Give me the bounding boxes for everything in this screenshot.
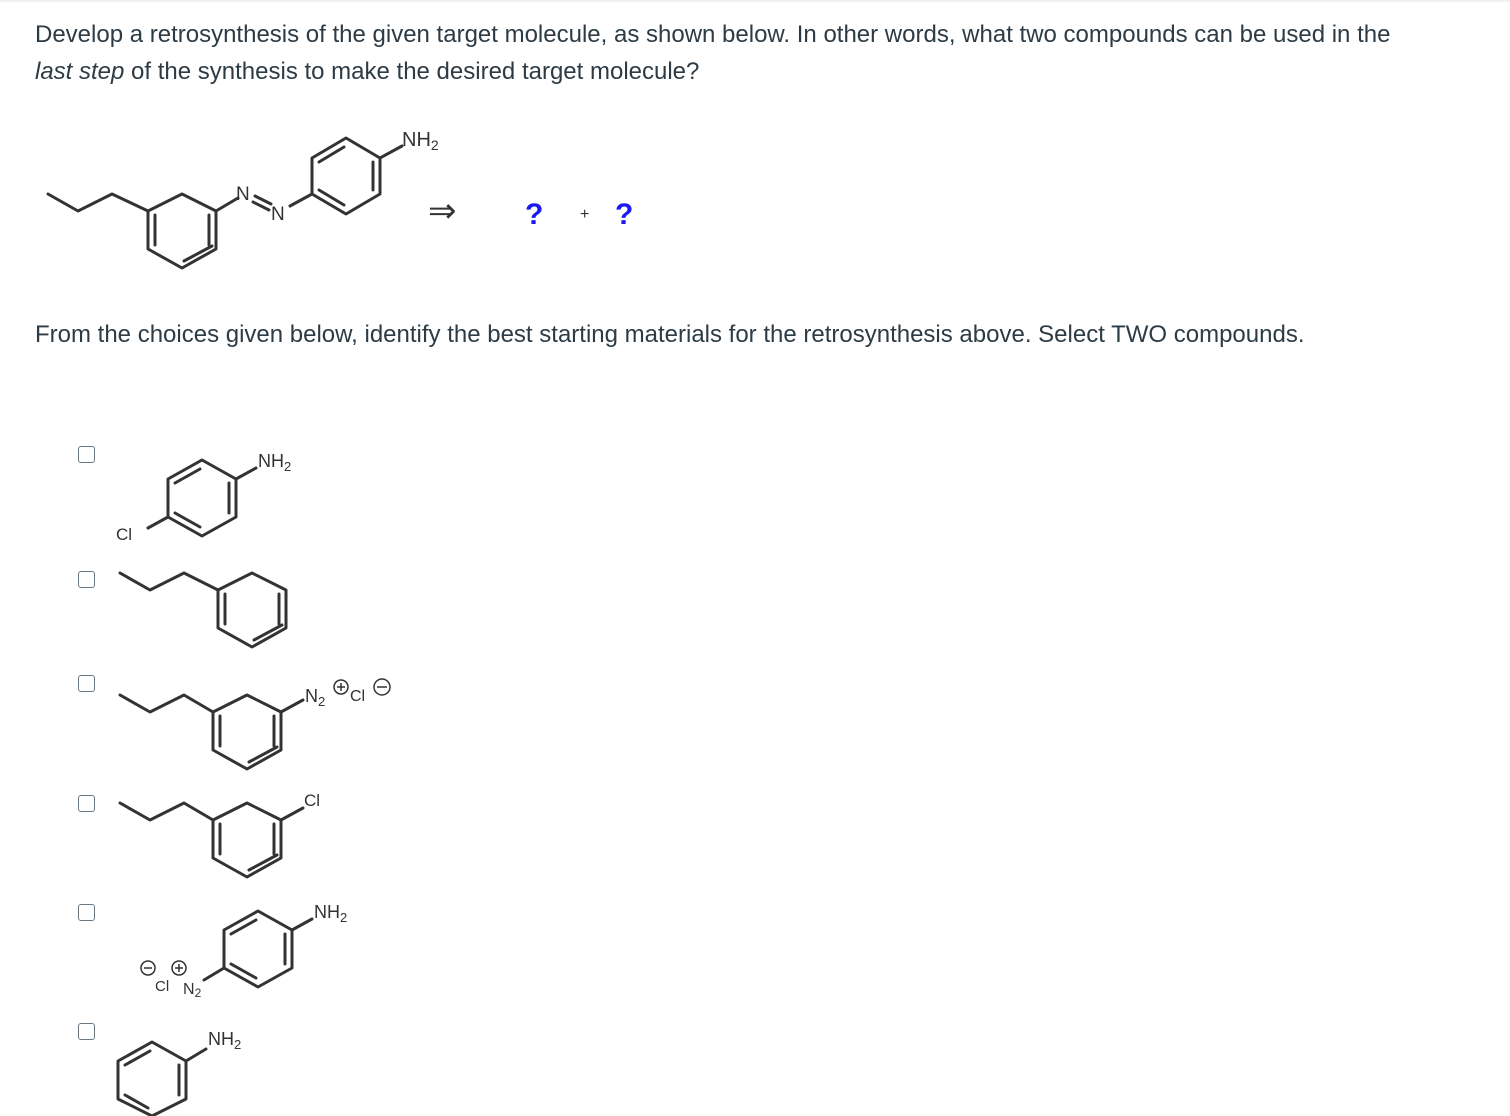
azo-n1-label: N — [236, 184, 250, 205]
question-emphasis: last step — [35, 58, 125, 85]
option-4-chloro-label: Cl — [304, 791, 321, 810]
option-3-diazonium-label: $N_2$ — [305, 686, 326, 709]
option-5-chloride-label: Cl — [155, 978, 170, 995]
option-3-structure[interactable] — [120, 679, 390, 769]
option-5-amine-label: $NH_2$ — [314, 902, 348, 925]
option-5-structure[interactable] — [141, 902, 347, 1000]
unknown-compound-2: ? — [615, 198, 634, 231]
option-1-amine-label: $NH_2$ — [258, 451, 292, 474]
option-5-diazonium-label: N2 — [183, 981, 202, 1000]
azo-n2-label: N — [271, 204, 285, 225]
retrosynthesis-arrow: ⇒ — [428, 192, 457, 230]
unknown-compound-1: ? — [525, 198, 544, 231]
option-1-structure[interactable] — [116, 451, 291, 544]
option-structures — [0, 0, 520, 1116]
plus-sign: + — [580, 206, 590, 223]
question-line-1: Develop a retrosynthesis of the given target molecule, as shown below. In other words, what two compounds can be used in the — [35, 21, 1391, 48]
question-line-2: of the synthesis to make the desired target molecule? — [124, 58, 700, 85]
option-4-structure[interactable] — [120, 791, 320, 877]
instruction-text: From the choices given below, identify the best starting materials for the retrosynthesis above. Select TWO compounds. — [35, 321, 1305, 348]
option-2-structure[interactable] — [120, 573, 286, 647]
option-6-amine-label: $NH_2$ — [208, 1029, 242, 1052]
option-1-chloro-label: Cl — [116, 525, 133, 544]
amine-label: $NH_2$ — [402, 129, 439, 153]
option-3-chloride-label: Cl — [350, 688, 366, 705]
option-6-structure[interactable] — [118, 1029, 241, 1116]
